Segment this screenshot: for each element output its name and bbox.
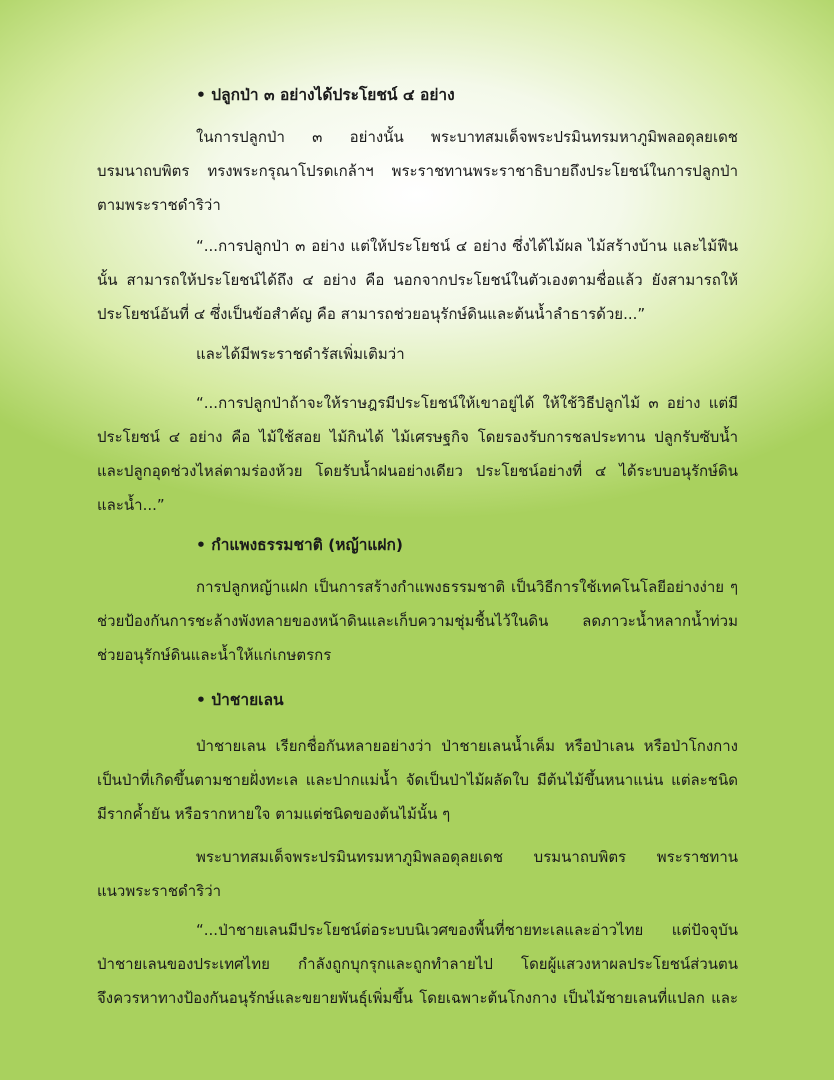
paragraph-mangrove-definition — [97, 729, 738, 831]
text-line: พระบาทสมเด็จพระปรมินทรมหาภูมิพลอดุลยเดช บรมนาถบพิตร พระราชทาน — [196, 848, 738, 866]
paragraph-royal-quote-mangrove — [97, 913, 738, 1015]
text-line: “...ป่าชายเลนมีประโยชน์ต่อระบบนิเวศของพื้นที่ชายทะเลและอ่าวไทย แต่ปัจจุบัน — [196, 921, 738, 939]
paragraph-reforestation-intro — [97, 120, 738, 222]
text-line: มีรากค้ำยัน หรือรากหายใจ ตามแต่ชนิดของต้นไม้นั้น ๆ — [97, 805, 451, 823]
paragraph-royal-quote-1 — [97, 229, 738, 331]
text-line: ช่วยอนุรักษ์ดินและน้ำให้แก่เกษตรกร — [97, 646, 332, 664]
text-line: ป่าชายเลน เรียกชื่อกันหลายอย่างว่า ป่าชายเลนน้ำเค็ม หรือป่าเลน หรือป่าโกงกาง — [196, 737, 738, 755]
text-line: การปลูกหญ้าแฝก เป็นการสร้างกำแพงธรรมชาติ เป็นวิธีการใช้เทคโนโลยีอย่างง่าย ๆ — [196, 578, 738, 596]
text-line: ช่วยป้องกันการชะล้างพังทลายของหน้าดินและเก็บความชุ่มชื้นไว้ในดิน ลดภาวะน้ำหลากน้ำท่วม — [97, 612, 738, 630]
text-line: บรมนาถบพิตร ทรงพระกรุณาโปรดเกล้าฯ พระราชทานพระราชาธิบายถึงประโยชน์ในการปลูกป่า — [97, 162, 738, 180]
text-line: “...การปลูกป่าถ้าจะให้ราษฎรมีประโยชน์ให้เขาอยู่ได้ ให้ใช้วิธีปลูกไม้ ๓ อย่าง แต่มี — [196, 394, 738, 412]
text-line: ประโยชน์อันที่ ๔ ซึ่งเป็นข้อสำคัญ คือ สามารถช่วยอนุรักษ์ดินและต้นน้ำลำธารด้วย...” — [97, 305, 646, 323]
text-line: นั้น สามารถให้ประโยชน์ได้ถึง ๔ อย่าง คือ นอกจากประโยชน์ในตัวเองตามชื่อแล้ว ยังสามารถให้ — [97, 271, 738, 289]
section-heading-reforestation: • ปลูกป่า ๓ อย่างได้ประโยชน์ ๔ อย่าง — [196, 86, 455, 104]
text-line: เป็นป่าที่เกิดขึ้นตามชายฝั่งทะเล และปากแม่น้ำ จัดเป็นป่าไม้ผลัดใบ มีต้นไม้ขึ้นหนาแน่น แต่ละชนิด — [97, 771, 738, 789]
text-line: ในการปลูกป่า ๓ อย่างนั้น พระบาทสมเด็จพระปรมินทรมหาภูมิพลอดุลยเดช — [196, 128, 738, 146]
text-line: แนวพระราชดำริว่า — [97, 882, 222, 900]
text-line: จึงควรหาทางป้องกันอนุรักษ์และขยายพันธุ์เพิ่มขึ้น โดยเฉพาะต้นโกงกาง เป็นไม้ชายเลนที่แปลก และ — [97, 989, 738, 1007]
section-heading-mangrove: • ป่าชายเลน — [196, 691, 284, 709]
paragraph-mangrove-royal-intro — [97, 840, 738, 908]
text-line: ป่าชายเลนของประเทศไทย กำลังถูกบุกรุกและถูกทำลายไป โดยผู้แสวงหาผลประโยชน์ส่วนตน — [97, 955, 738, 973]
text-line: และปลูกอุดช่วงไหล่ตามร่องห้วย โดยรับน้ำฝนอย่างเดียว ประโยชน์อย่างที่ ๔ ได้ระบบอนุรักษ์ดิน — [97, 462, 738, 480]
text-line: และได้มีพระราชดำรัสเพิ่มเติมว่า — [196, 345, 405, 363]
paragraph-additional-remark — [97, 337, 738, 371]
text-line: และน้ำ...” — [97, 496, 165, 514]
paragraph-royal-quote-2 — [97, 386, 738, 522]
text-line: ประโยชน์ ๔ อย่าง คือ ไม้ใช้สอย ไม้กินได้ ไม้เศรษฐกิจ โดยรองรับการชลประทาน ปลูกรับซับน้ำ — [97, 428, 738, 446]
paragraph-vetiver — [97, 570, 738, 672]
text-line: ตามพระราชดำริว่า — [97, 196, 221, 214]
section-heading-vetiver: • กำแพงธรรมชาติ (หญ้าแฝก) — [196, 536, 403, 554]
text-line: “...การปลูกป่า ๓ อย่าง แต่ให้ประโยชน์ ๔ อย่าง ซึ่งได้ไม้ผล ไม้สร้างบ้าน และไม้ฟืน — [196, 237, 738, 255]
